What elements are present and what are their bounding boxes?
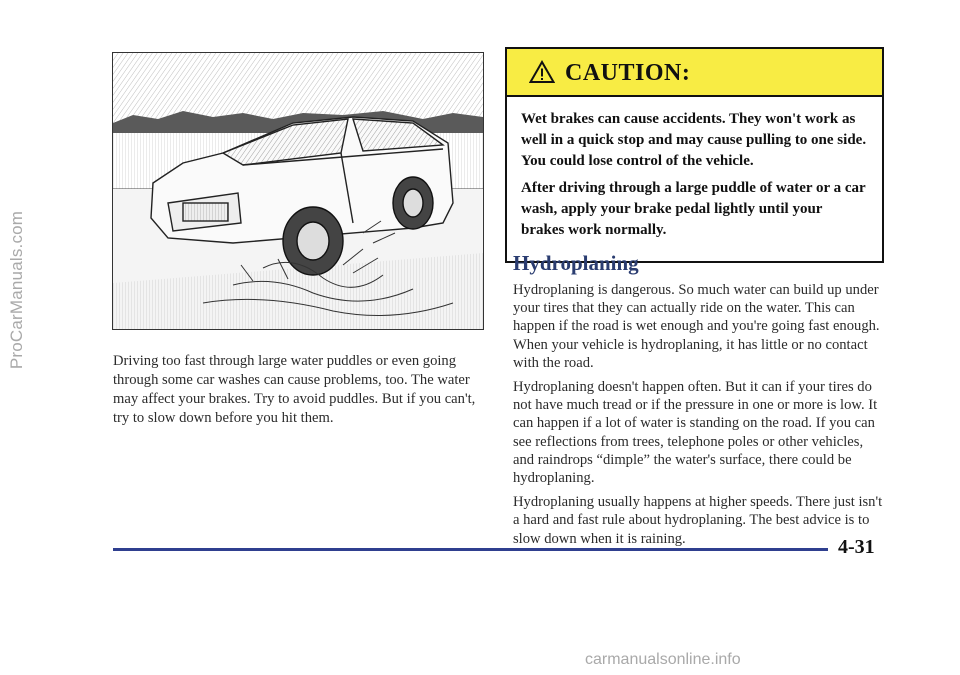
caution-box (505, 47, 884, 263)
section-heading: Hydroplaning (513, 251, 639, 275)
vehicle-illustration (112, 52, 484, 330)
sky-hatching (113, 53, 483, 123)
page-number: 4-31 (838, 536, 875, 558)
warning-triangle-icon (529, 60, 555, 84)
caution-header (507, 49, 882, 97)
caution-paragraph: After driving through a large puddle of water or a car wash, apply your brake pedal lightly until your brakes work normally. (521, 180, 866, 238)
figure-caption: Driving too fast through large water puddles or even going through some car washes can cause problems, too. The water may affect your brakes. Try to avoid puddles. But if you can't, try to slow down before you hit them. (113, 353, 476, 426)
side-watermark (0, 140, 34, 440)
bottom-watermark: carmanualsonline.info (585, 651, 741, 668)
section-body (513, 281, 883, 554)
side-watermark-text: ProCarManuals.com (7, 210, 26, 370)
caution-title: CAUTION: (565, 59, 691, 86)
caution-body (507, 97, 882, 241)
body-paragraph: Hydroplaning is dangerous. So much water can build up under your tires that they can actually ride on the water. This can happen if the road is wet enough and you're going fast enough. When your vehicle is hydroplaning, it has little or no contact with the road. (513, 282, 880, 371)
body-paragraph: Hydroplaning usually happens at higher speeds. There just isn't a hard and fast rule about hydroplaning. The best advice is to slow down when it is raining. (513, 494, 883, 547)
body-paragraph: Hydroplaning doesn't happen often. But it can if your tires do not have much tread or if the pressure in one or more is low. It can happen if a lot of water is standing on the road. If you can see reflections from trees, telephone poles or other vehicles, and raindrops “dimple” the water's surface, there could be hydroplaning. (513, 379, 878, 487)
caution-paragraph: Wet brakes can cause accidents. They won't work as well in a quick stop and may cause pulling to one side. You could lose control of the vehicle. (521, 111, 867, 169)
footer-rule (113, 548, 828, 551)
